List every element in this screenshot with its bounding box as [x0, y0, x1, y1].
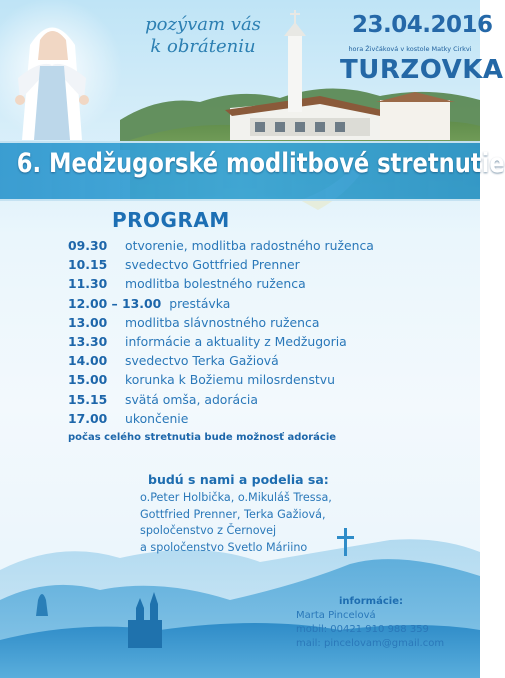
contact-info	[296, 595, 446, 651]
guests-line: o.Peter Holbička, o.Mikuláš Tressa,	[140, 491, 332, 504]
schedule-row	[68, 313, 448, 332]
guests-list	[140, 490, 332, 556]
contact-label: informácie:	[338, 596, 403, 607]
slogan-line-2: k obráteniu	[150, 36, 256, 57]
schedule-time: 12.00 – 13.00	[68, 295, 162, 311]
schedule-row	[68, 274, 448, 293]
schedule-text: svedectvo Terka Gažiová	[125, 353, 279, 369]
schedule-time: 15.15	[68, 391, 108, 407]
event-town: TURZOVKA	[340, 55, 504, 85]
guests-line: spoločenstvo z Černovej	[140, 524, 277, 537]
schedule-row	[68, 351, 448, 370]
program-schedule	[68, 236, 448, 428]
guests-line: a spoločenstvo Svetlo Máriino	[140, 540, 308, 554]
guests-line: Gottfried Prenner, Terka Gažiová,	[140, 507, 326, 521]
schedule-time: 10.15	[68, 257, 108, 273]
schedule-row	[68, 294, 448, 313]
schedule-text: modlitba bolestného ruženca	[125, 276, 306, 292]
schedule-time: 14.00	[68, 353, 108, 369]
schedule-time: 15.00	[68, 372, 108, 388]
schedule-time: 11.30	[68, 276, 108, 292]
schedule-time: 09.30	[68, 238, 108, 254]
schedule-text: svätá omša, adorácia	[125, 391, 258, 407]
event-title: 6. Medžugorské modlitbové stretnutie	[16, 148, 505, 179]
slogan	[118, 14, 288, 58]
schedule-row	[68, 390, 448, 409]
guests-heading: budú s nami a podelia sa:	[148, 472, 329, 487]
contact-phone: mobil: 00421 910 988 359	[296, 624, 429, 635]
event-date: 23.04.2016	[352, 12, 493, 38]
schedule-row	[68, 409, 448, 428]
schedule-time: 13.30	[68, 334, 108, 350]
schedule-text: modlitba slávnostného ruženca	[125, 314, 320, 330]
schedule-text: ukončenie	[125, 410, 189, 426]
schedule-row	[68, 332, 448, 351]
event-venue: hora Živčáková v kostole Matky Cirkvi	[348, 45, 472, 53]
schedule-row	[68, 255, 448, 274]
slogan-line-1: pozývam vás	[145, 14, 261, 35]
schedule-text: informácie a aktuality z Medžugoria	[125, 334, 347, 350]
schedule-text: korunka k Božiemu milosrdenstvu	[125, 372, 335, 388]
adoration-note: počas celého stretnutia bude možnosť adorácie	[68, 432, 337, 443]
schedule-row	[68, 370, 448, 389]
schedule-time: 17.00	[68, 410, 108, 426]
contact-email: mail: pincelovam@gmail.com	[296, 638, 445, 649]
schedule-text: prestávka	[169, 295, 231, 311]
schedule-time: 13.00	[68, 314, 108, 330]
schedule-text: otvorenie, modlitba radostného ruženca	[125, 238, 374, 254]
schedule-text: svedectvo Gottfried Prenner	[125, 257, 300, 273]
schedule-row	[68, 236, 448, 255]
contact-name: Marta Pincelová	[296, 610, 376, 621]
program-heading: PROGRAM	[112, 208, 230, 232]
